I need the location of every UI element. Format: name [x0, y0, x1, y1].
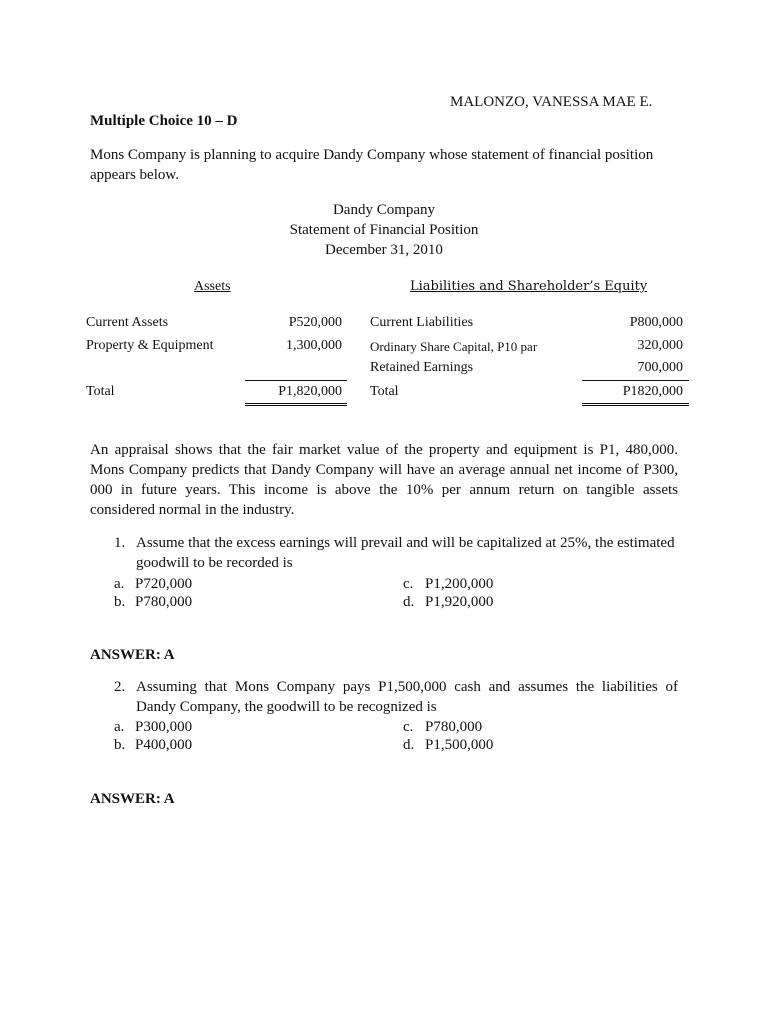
question-text-line: Assuming that Mons Company pays P1,500,000 cash and assumes the liabilities of [136, 679, 678, 695]
assets-total-value: P1,820,000 [278, 384, 342, 399]
liabilities-header: Liabilities and Shareholder’s Equity [410, 279, 648, 294]
asset-label: Current Assets [86, 315, 169, 330]
choice-text: P780,000 [425, 719, 483, 735]
statement-company: Dandy Company [332, 202, 436, 218]
answer-label: ANSWER: A [90, 791, 175, 807]
choice-text: P780,000 [135, 594, 193, 610]
page-heading: Multiple Choice 10 – D [90, 113, 238, 129]
asset-value: P520,000 [288, 315, 342, 330]
assets-double-rule [245, 403, 347, 404]
appraisal-line-4: considered normal in the industry. [90, 502, 295, 518]
choice-letter: a. [114, 719, 125, 735]
choice-letter: c. [403, 576, 414, 592]
answer-label: ANSWER: A [90, 647, 175, 663]
liability-value: 700,000 [637, 360, 683, 375]
choice-text: P300,000 [135, 719, 193, 735]
choice-letter: d. [403, 594, 415, 610]
appraisal-line-2: Mons Company predicts that Dandy Company will have an average annual net income of P300, [90, 462, 678, 478]
appraisal-line-1: An appraisal shows that the fair market value of the property and equipment is P1, 480,000. [90, 442, 678, 458]
statement-date: December 31, 2010 [325, 242, 443, 258]
assets-total-rule [245, 380, 347, 381]
liabilities-total-label: Total [370, 384, 399, 399]
asset-label: Property & Equipment [86, 338, 214, 353]
asset-value: 1,300,000 [286, 338, 342, 353]
choice-letter: d. [403, 737, 415, 753]
choice-letter: c. [403, 719, 414, 735]
choice-letter: a. [114, 576, 125, 592]
liabilities-double-rule [582, 405, 689, 406]
choice-text: P1,500,000 [425, 737, 494, 753]
liability-value: P800,000 [629, 315, 683, 330]
choice-letter: b. [114, 594, 126, 610]
question-text-line: goodwill to be recorded is [136, 555, 293, 571]
question-text-line: Assume that the excess earnings will prevail and will be capitalized at 25%, the estimated [136, 535, 675, 551]
statement-title: Statement of Financial Position [289, 222, 479, 238]
liabilities-total-value: P1820,000 [622, 384, 683, 399]
choice-text: P400,000 [135, 737, 193, 753]
choice-text: P1,920,000 [425, 594, 494, 610]
liability-label: Current Liabilities [370, 315, 474, 330]
choice-text: P720,000 [135, 576, 193, 592]
liability-label: Ordinary Share Capital, P10 par [370, 339, 538, 354]
liability-label: Retained Earnings [370, 360, 474, 375]
liabilities-total-rule [582, 380, 689, 381]
appraisal-line-3: 000 in future years. This income is above the 10% per annum return on tangible assets [90, 482, 678, 498]
assets-total-label: Total [86, 384, 115, 399]
choice-letter: b. [114, 737, 126, 753]
assets-header: Assets [194, 279, 231, 294]
question-text-line: Dandy Company, the goodwill to be recognized is [136, 699, 437, 715]
question-number: 1. [114, 535, 126, 551]
question-number: 2. [114, 679, 126, 695]
intro-line-1: Mons Company is planning to acquire Dandy Company whose statement of financial position [90, 147, 654, 163]
liabilities-double-rule [582, 403, 689, 404]
assets-double-rule [245, 405, 347, 406]
intro-line-2: appears below. [90, 167, 179, 183]
author-name: MALONZO, VANESSA MAE E. [450, 94, 653, 110]
choice-text: P1,200,000 [425, 576, 494, 592]
liability-value: 320,000 [637, 338, 683, 353]
